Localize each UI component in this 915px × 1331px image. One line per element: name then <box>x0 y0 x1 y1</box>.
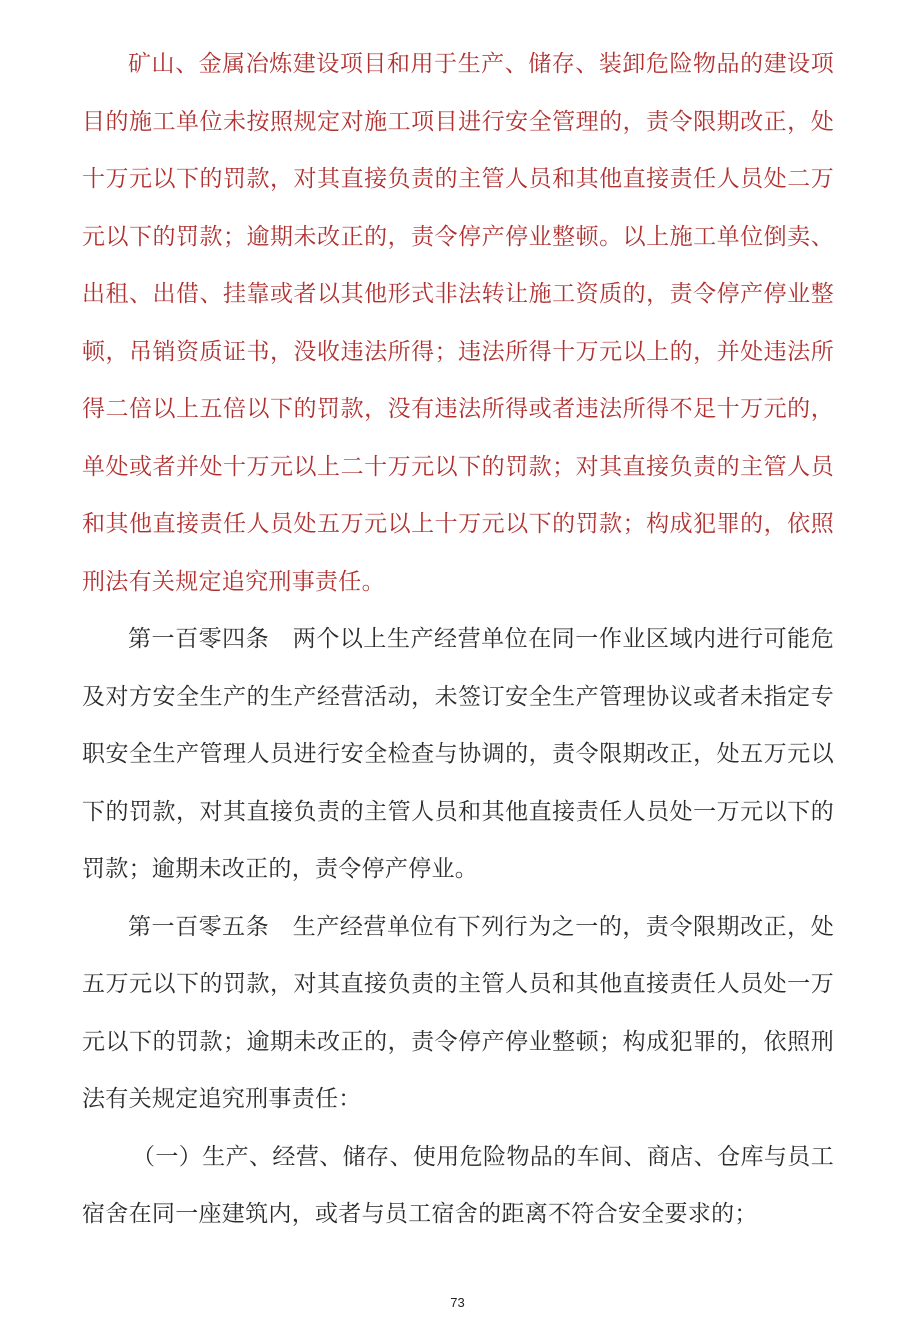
article-104-paragraph: 第一百零四条 两个以上生产经营单位在同一作业区域内进行可能危及对方安全生产的生产经营活动，未签订安全生产管理协议或者未指定专职安全生产管理人员进行安全检查与协调的，责令限期改正，处五万元以下的罚款，对其直接负责的主管人员和其他直接责任人员处一万元以下的罚款；逾期未改正的，责令停产停业。 <box>82 626 834 882</box>
article-105-paragraph: 第一百零五条 生产经营单位有下列行为之一的，责令限期改正，处五万元以下的罚款，对其直接负责的主管人员和其他直接责任人员处一万元以下的罚款；逾期未改正的，责令停产停业整顿；构成犯罪的，依照刑法有关规定追究刑事责任： <box>82 913 834 1112</box>
article-105-item-1: （一）生产、经营、储存、使用危险物品的车间、商店、仓库与员工宿舍在同一座建筑内，或者与员工宿舍的距离不符合安全要求的； <box>82 1143 834 1227</box>
highlighted-paragraph: 矿山、金属冶炼建设项目和用于生产、储存、装卸危险物品的建设项目的施工单位未按照规定对施工项目进行安全管理的，责令限期改正，处十万元以下的罚款，对其直接负责的主管人员和其他直接责任人员处二万元以下的罚款；逾期未改正的，责令停产停业整顿。以上施工单位倒卖、出租、出借、挂靠或者以其他形式非法转让施工资质的，责令停产停业整顿，吊销资质证书，没收违法所得；违法所得十万元以上的，并处违法所得二倍以上五倍以下的罚款，没有违法所得或者违法所得不足十万元的，单处或者并处十万元以上二十万元以下的罚款；对其直接负责的主管人员和其他直接责任人员处五万元以上十万元以下的罚款；构成犯罪的，依照刑法有关规定追究刑事责任。 <box>82 51 834 595</box>
document-body <box>82 36 834 1244</box>
page-number: 73 <box>450 1295 465 1310</box>
